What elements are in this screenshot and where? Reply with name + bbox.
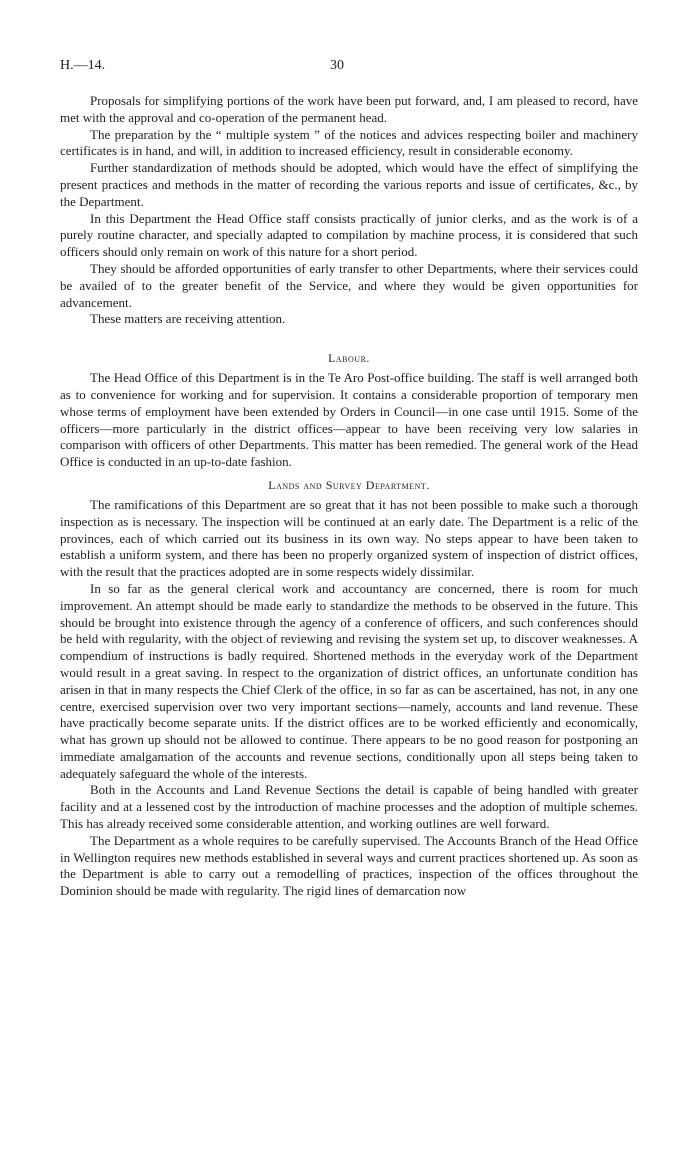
page-header	[60, 58, 640, 78]
paragraph: They should be afforded opportunities of early transfer to other Departments, where their services could be availed of to the greater benefit of the Service, and where they would be given opportunities for advancement.	[60, 260, 638, 310]
paragraph: These matters are receiving attention.	[90, 311, 286, 327]
section-spacer	[60, 328, 638, 344]
paragraph: In this Department the Head Office staff consists practically of junior clerks, and as the work is of a purely routine character, and specially adapted to compilation by machine process, it is considered that such officers should only remain on work of this nature for a short period.	[60, 210, 638, 260]
paragraph: Proposals for simplifying portions of the work have been put forward, and, I am pleased to record, have met with the approval and co-operation of the permanent head.	[60, 93, 638, 125]
section-heading-lands-and-survey: Lands and Survey Department.	[268, 477, 430, 492]
paragraph: The ramifications of this Department are so great that it has not been possible to make such a thorough inspection as is necessary. The inspection will be continued at an early date. The Department is a relic of the provinces, each of which carried out its business in its own way. No steps appear to have been taken to establish a uniform system, and there has been no properly organized system of inspection of district offices, with the result that the practices adopted are in some respects widely dissimilar.	[60, 496, 638, 580]
body-text	[60, 93, 638, 900]
paragraph: The Department as a whole requires to be carefully supervised. The Accounts Branch of the Head Office in Wellington requires new methods established in several ways and current practices shortened up. As soon as the Department is able to carry out a remodelling of practices, inspection of the offices throughout the Dominion should be made with regularity. The rigid lines of demarcation now	[60, 832, 638, 899]
paragraph: The preparation by the “ multiple system ” of the notices and advices respecting boiler and machinery certificates is in hand, and will, in addition to increased efficiency, result in considerable economy.	[60, 126, 638, 159]
page-number: 30	[330, 58, 344, 73]
paragraph: In so far as the general clerical work and accountancy are concerned, there is room for much improvement. An attempt should be made early to standardize the methods to be observed in the future. This should be brought into existence through the agency of a conference of officers, and such conferences should be held with regularity, with the object of reviewing and revising the system set up, to discover weaknesses. A compendium of instructions is badly required. Shortened methods in the everyday work of the Department would result in a great saving. In respect to the organization of district offices, an unfortunate condition has arisen in that in many respects the Chief Clerk of the office, in so far as can be ascertained, has not, in any one centre, exercised supervision over two very important sections—namely, accounts and land revenue. These have practically become separate units. If the district offices are to be worked efficiently and economically, what has grown up should not be allowed to continue. There appears to be no good reason for postponing an immediate amalgamation of the accounts and revenue sections, conditionally upon all steps being taken to adequately safeguard the whole of the interests.	[60, 580, 638, 781]
document-code: H.—14.	[60, 58, 106, 73]
paragraph: Both in the Accounts and Land Revenue Sections the detail is capable of being handled with greater facility and at a lessened cost by the introduction of machine processes and the adoption of multiple schemes. This has already received some considerable attention, and working outlines are well forward.	[60, 782, 638, 832]
paragraph: The Head Office of this Department is in the Te Aro Post-office building. The staff is well arranged both as to convenience for working and for supervision. It contains a considerable proportion of temporary men whose terms of employment have been extended by Orders in Council—in one case until 1915. Some of the officers—more particularly in the district offices—appear to have been receiving very low salaries in comparison with officers of other Departments. This matter has been remedied. The general work of the Head Office is conducted in an up-to-date fashion.	[60, 370, 638, 470]
paragraph: Further standardization of methods should be adopted, which would have the effect of simplifying the present practices and methods in the matter of recording the various reports and issue of certificates, &c., by the Department.	[60, 160, 638, 209]
section-heading-labour: Labour.	[328, 351, 370, 366]
